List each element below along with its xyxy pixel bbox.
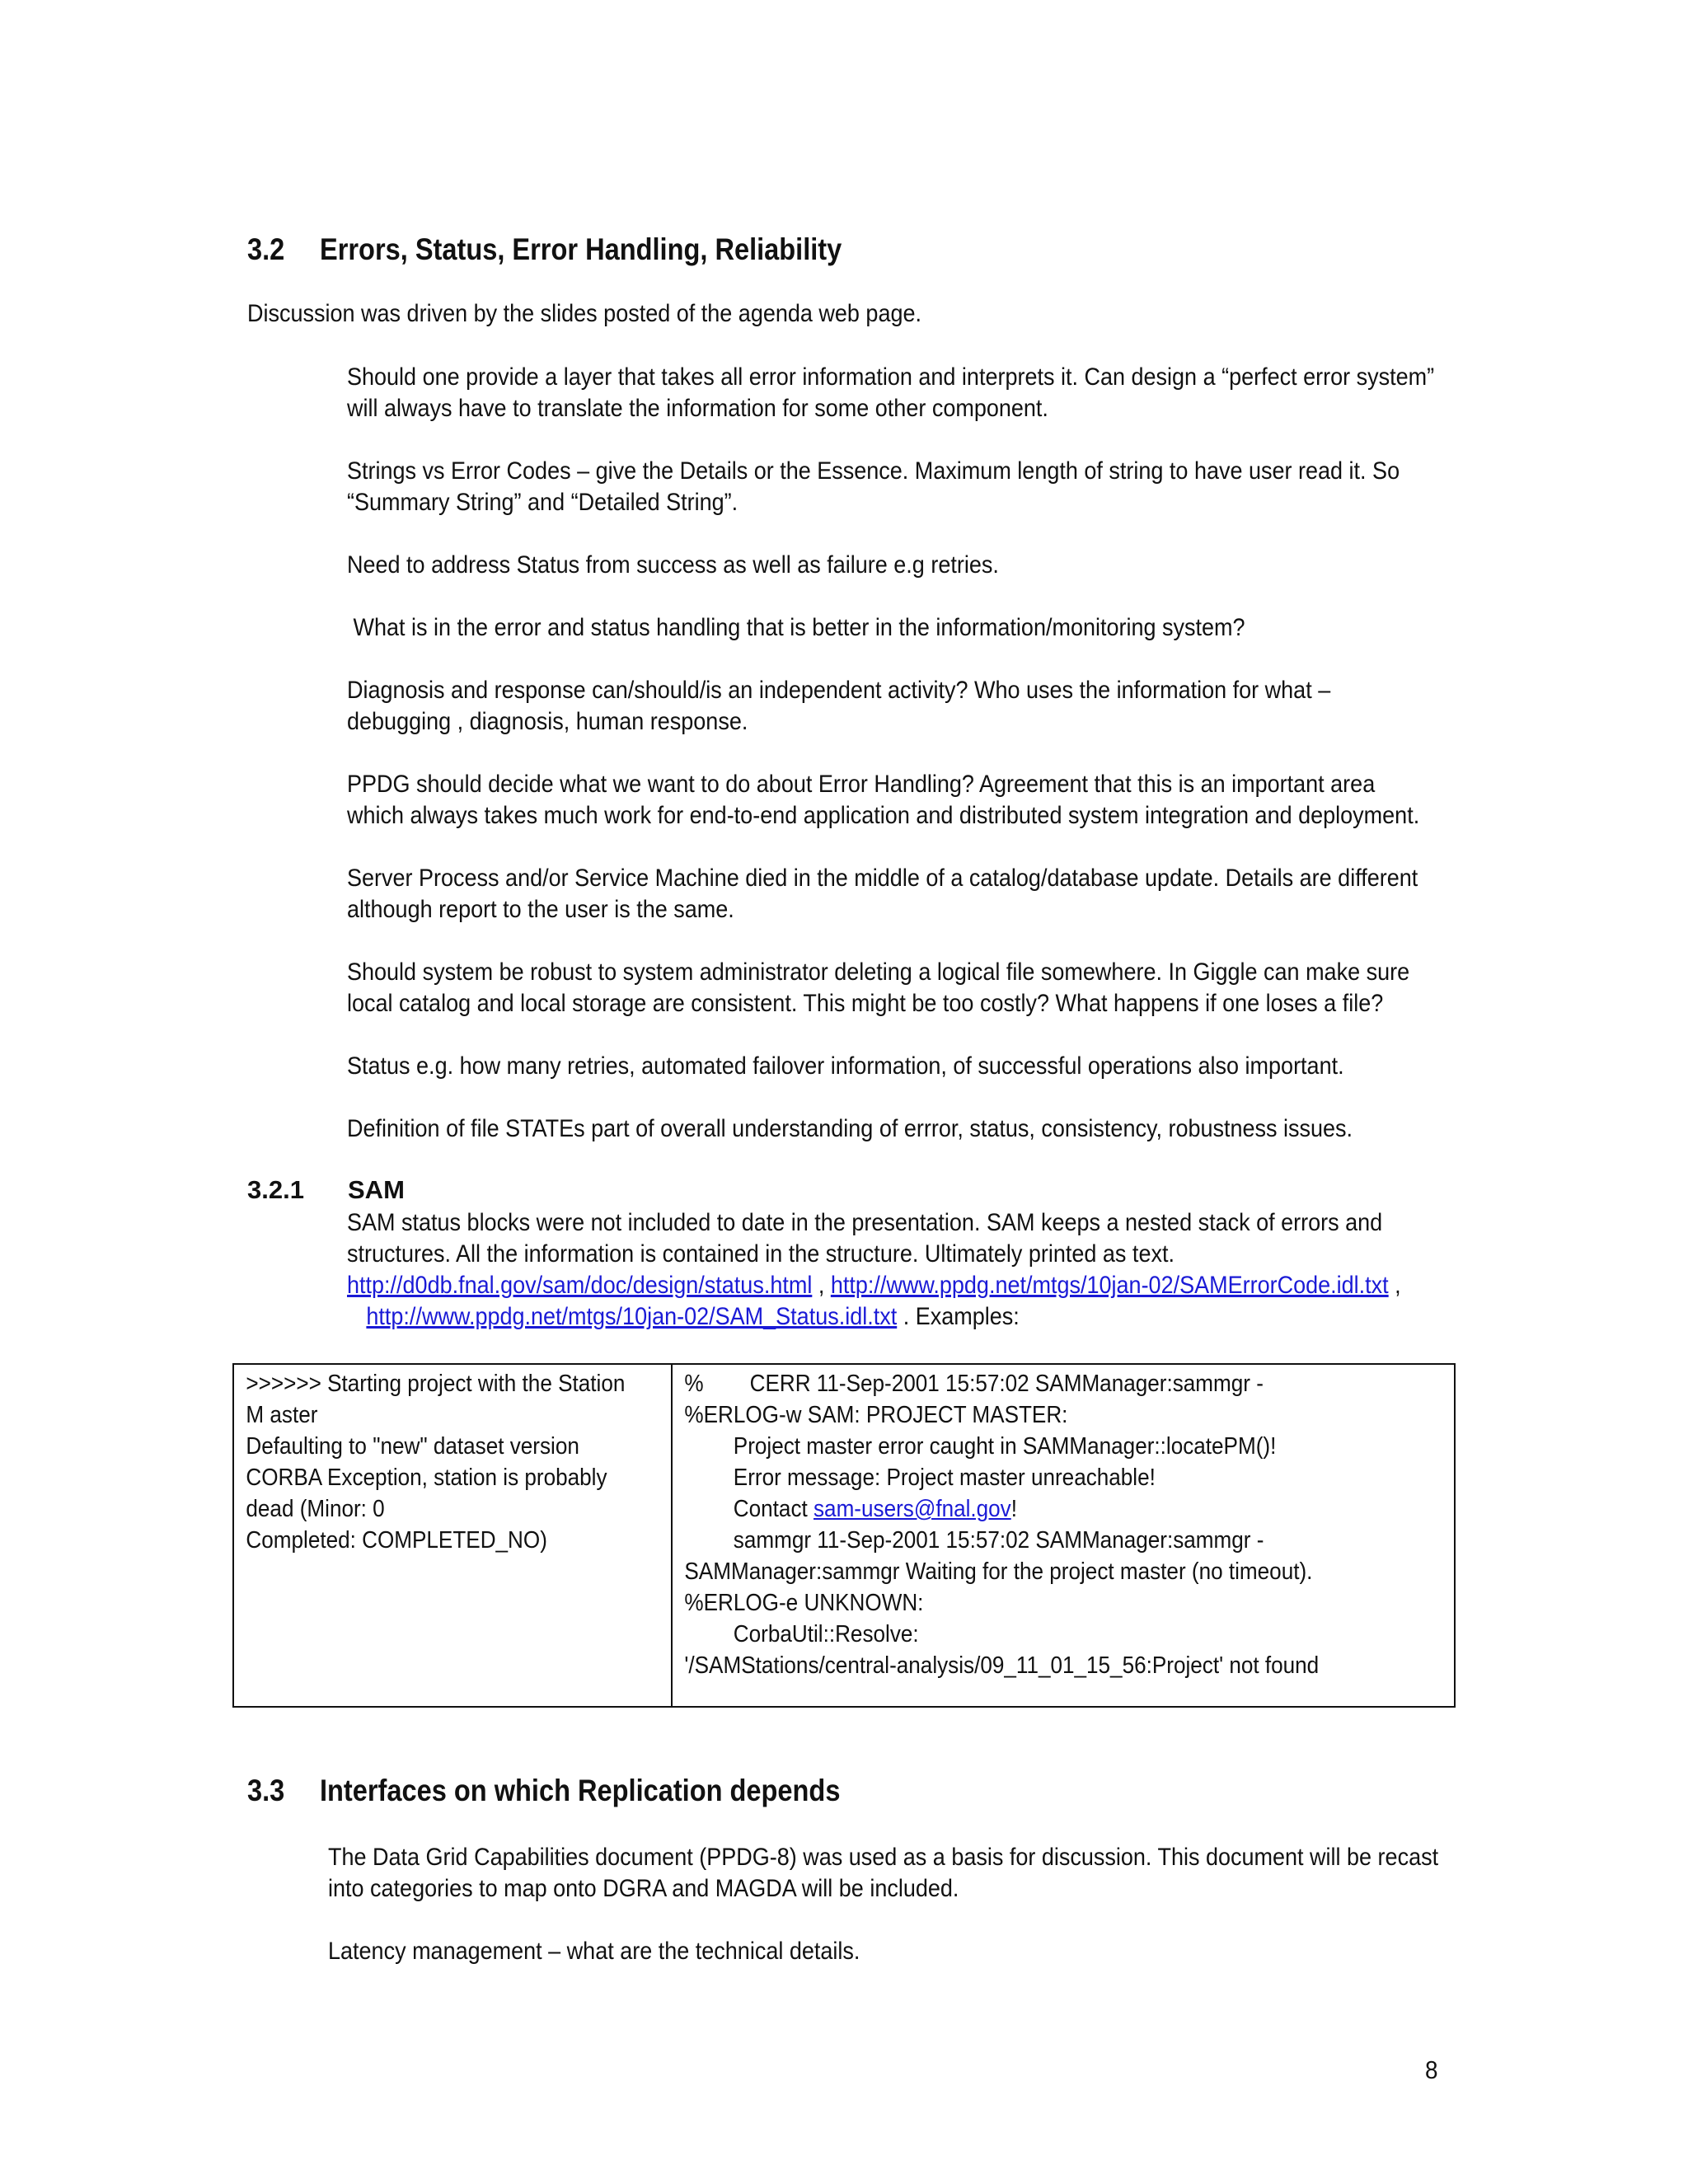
- discussion-item-9: [347, 1051, 1344, 1082]
- links-line-2: [347, 1301, 1401, 1333]
- table-cell-right: [673, 1365, 1454, 1706]
- table-line: %ERLOG-w SAM: PROJECT MASTER:: [684, 1402, 1068, 1428]
- paragraph-line: will always have to translate the information for some other component.: [347, 395, 1048, 422]
- status-html-link[interactable]: http://d0db.fnal.gov/sam/doc/design/status.html: [347, 1272, 813, 1299]
- paragraph-line: What is in the error and status handling that is better in the information/monitoring system?: [347, 614, 1245, 641]
- table-line: >>>>>> Starting project with the Station: [246, 1371, 626, 1397]
- discussion-item-5: [347, 675, 1330, 738]
- section-title: Interfaces on which Replication depends: [320, 1774, 841, 1807]
- paragraph-line: local catalog and local storage are consistent. This might be too costly? What happens if one loses a file?: [347, 990, 1384, 1017]
- discussion-item-2: [347, 456, 1400, 518]
- paragraph-line: Need to address Status from success as well as failure e.g retries.: [347, 551, 999, 579]
- paragraph-line: PPDG should decide what we want to do about Error Handling? Agreement that this is an important area: [347, 771, 1376, 798]
- log-text: CERR 11-Sep-2001 15:57:02 SAMManager:sammgr -: [749, 1371, 1264, 1397]
- right-cell-content: [673, 1365, 1376, 1681]
- section-3-3-paragraph-1: [328, 1842, 1438, 1905]
- table-line: [684, 1493, 1376, 1525]
- paragraph-line: structures. All the information is contained in the structure. Ultimately printed as text.: [347, 1240, 1175, 1268]
- paragraph-line: Should system be robust to system administrator deleting a logical file somewhere. In Giggle can make sure: [347, 958, 1410, 986]
- separator: ,: [1388, 1272, 1401, 1299]
- table-cell-left: [234, 1365, 673, 1706]
- discussion-item-8: [347, 957, 1409, 1019]
- sam-status-link[interactable]: http://www.ppdg.net/mtgs/10jan-02/SAM_Status.idl.txt: [366, 1303, 898, 1330]
- example-output-table: [232, 1363, 1456, 1708]
- left-cell-content: [234, 1365, 627, 1556]
- section-heading-3-3: [247, 1774, 840, 1808]
- examples-label: . Examples:: [897, 1303, 1020, 1330]
- paragraph-line: which always takes much work for end-to-end application and distributed system integration and deployment.: [347, 802, 1420, 829]
- separator: ,: [812, 1272, 831, 1299]
- paragraph-line: “Summary String” and “Detailed String”.: [347, 489, 738, 516]
- links-line: [347, 1270, 1401, 1301]
- discussion-item-10: [347, 1113, 1353, 1145]
- section-3-3-paragraph-2: [328, 1936, 860, 1967]
- table-line: Project master error caught in SAMManager::locatePM()!: [733, 1433, 1277, 1460]
- table-line: CorbaUtil::Resolve:: [733, 1621, 919, 1647]
- sam-users-email-link[interactable]: sam-users@fnal.gov: [814, 1496, 1011, 1522]
- paragraph-line: Strings vs Error Codes – give the Details or the Essence. Maximum length of string to have user read it. So: [347, 457, 1400, 485]
- sam-error-code-link[interactable]: http://www.ppdg.net/mtgs/10jan-02/SAMErrorCode.idl.txt: [830, 1272, 1389, 1299]
- discussion-item-6: [347, 769, 1419, 832]
- subsection-title: SAM: [348, 1175, 405, 1204]
- table-line: dead (Minor: 0: [246, 1496, 385, 1522]
- paragraph-line: into categories to map onto DGRA and MAGDA will be included.: [328, 1875, 959, 1902]
- paragraph-line: SAM status blocks were not included to date in the presentation. SAM keeps a nested stack of errors and: [347, 1209, 1383, 1236]
- section-heading-3-2: [247, 232, 842, 267]
- percent-sign: %: [684, 1371, 704, 1397]
- contact-label: Contact: [733, 1496, 814, 1522]
- paragraph-line: Diagnosis and response can/should/is an independent activity? Who uses the information for what –: [347, 677, 1331, 704]
- paragraph-line: The Data Grid Capabilities document (PPDG-8) was used as a basis for discussion. This document will be recast: [328, 1844, 1439, 1871]
- table-line: Error message: Project master unreachable!: [733, 1465, 1156, 1491]
- section-number: 3.3: [247, 1774, 285, 1807]
- table-line: [684, 1368, 1376, 1399]
- paragraph-line: Discussion was driven by the slides posted of the agenda web page.: [247, 300, 922, 327]
- paragraph-line: debugging , diagnosis, human response.: [347, 708, 748, 735]
- intro-paragraph: [247, 298, 921, 330]
- table-line: Defaulting to "new" dataset version: [246, 1433, 579, 1460]
- sam-paragraph: [347, 1207, 1401, 1333]
- section-title: Errors, Status, Error Handling, Reliability: [320, 232, 842, 266]
- discussion-item-3: [347, 550, 999, 581]
- table-line: M aster: [246, 1402, 318, 1428]
- table-line: CORBA Exception, station is probably: [246, 1465, 607, 1491]
- discussion-item-4: [347, 612, 1245, 644]
- discussion-item-1: [347, 362, 1434, 424]
- table-line: '/SAMStations/central-analysis/09_11_01_15_56:Project' not found: [684, 1652, 1320, 1679]
- table-line: Completed: COMPLETED_NO): [246, 1527, 547, 1554]
- paragraph-line: Status e.g. how many retries, automated failover information, of successful operations also important.: [347, 1052, 1344, 1080]
- paragraph-line: Definition of file STATEs part of overall understanding of errror, status, consistency, robustness issues.: [347, 1115, 1353, 1142]
- subsection-heading-3-2-1: [247, 1175, 405, 1205]
- table-line: sammgr 11-Sep-2001 15:57:02 SAMManager:sammgr -: [733, 1527, 1264, 1554]
- paragraph-line: Latency management – what are the technical details.: [328, 1938, 860, 1965]
- paragraph-line: Server Process and/or Service Machine died in the middle of a catalog/database update. Details are different: [347, 865, 1418, 892]
- paragraph-line: although report to the user is the same.: [347, 896, 734, 923]
- subsection-number: 3.2.1: [247, 1175, 304, 1204]
- table-line: %ERLOG-e UNKNOWN:: [684, 1590, 924, 1616]
- page-number: 8: [1425, 2055, 1438, 2084]
- table-line: SAMManager:sammgr Waiting for the project master (no timeout).: [684, 1558, 1313, 1585]
- section-number: 3.2: [247, 232, 285, 266]
- paragraph-line: Should one provide a layer that takes all error information and interprets it. Can design a “perfect error system”: [347, 363, 1435, 391]
- discussion-item-7: [347, 863, 1418, 926]
- exclamation: !: [1010, 1496, 1017, 1522]
